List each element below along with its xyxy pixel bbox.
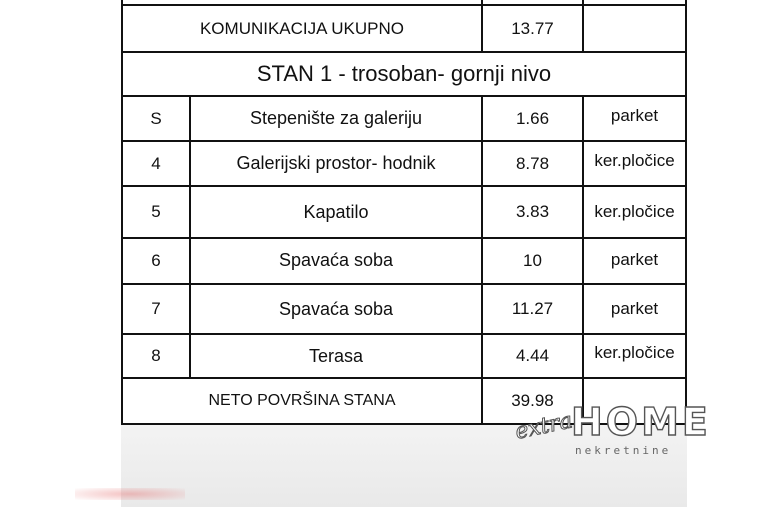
room-floor: parket [582,96,685,141]
table-rule [121,51,687,53]
table-rule [121,185,687,187]
table-row [121,141,687,186]
room-area: 1.66 [481,96,582,141]
table-rule [121,140,687,142]
room-name: Spavaća soba [189,284,481,334]
table-rule [121,95,687,97]
room-number: 6 [151,251,161,270]
table-row [121,96,687,141]
room-floor: ker.pločice [582,334,685,378]
room-name: Stepenište za galeriju [189,96,481,141]
table-rule [121,4,687,6]
room-number: 8 [151,346,161,365]
table-row [121,284,687,334]
room-floor: ker.pločice [582,141,685,186]
table-row [121,238,687,284]
watermark-extra: extra [513,408,575,445]
room-floor: parket [582,238,685,284]
komunikacija-value: 13.77 [481,6,582,52]
room-name: Kapatilo [189,186,481,238]
table-rule [121,283,687,285]
section-title-row [121,52,687,96]
neto-label: NETO POVRŠINA STANA [208,392,396,409]
room-name: Terasa [189,334,481,378]
room-area: 8.78 [481,141,582,186]
room-area: 3.83 [481,186,582,238]
table-rule [121,237,687,239]
room-name: Galerijski prostor- hodnik [189,141,481,186]
room-area: 11.27 [481,284,582,334]
section-title: STAN 1 - trosoban- gornji nivo [256,61,552,86]
table-row [121,186,687,238]
watermark-home: HOME [571,400,711,444]
komunikacija-label: KOMUNIKACIJA UKUPNO [199,19,405,38]
room-number: 4 [151,153,161,173]
table-row [121,334,687,378]
room-floor: ker.pločice [582,186,685,238]
watermark-sub: nekretnine [575,444,672,457]
neto-value: 39.98 [481,378,582,424]
room-number: 5 [151,202,161,221]
room-area: 4.44 [481,334,582,378]
room-area: 10 [481,238,582,284]
room-number: S [150,108,162,128]
table-rule [121,333,687,335]
table-rule [121,377,687,379]
watermark-logo [515,400,715,460]
room-number: 7 [151,299,161,318]
komunikacija-row [121,6,687,52]
room-name: Spavaća soba [189,238,481,284]
red-smudge [75,488,185,500]
room-floor: parket [582,284,685,334]
